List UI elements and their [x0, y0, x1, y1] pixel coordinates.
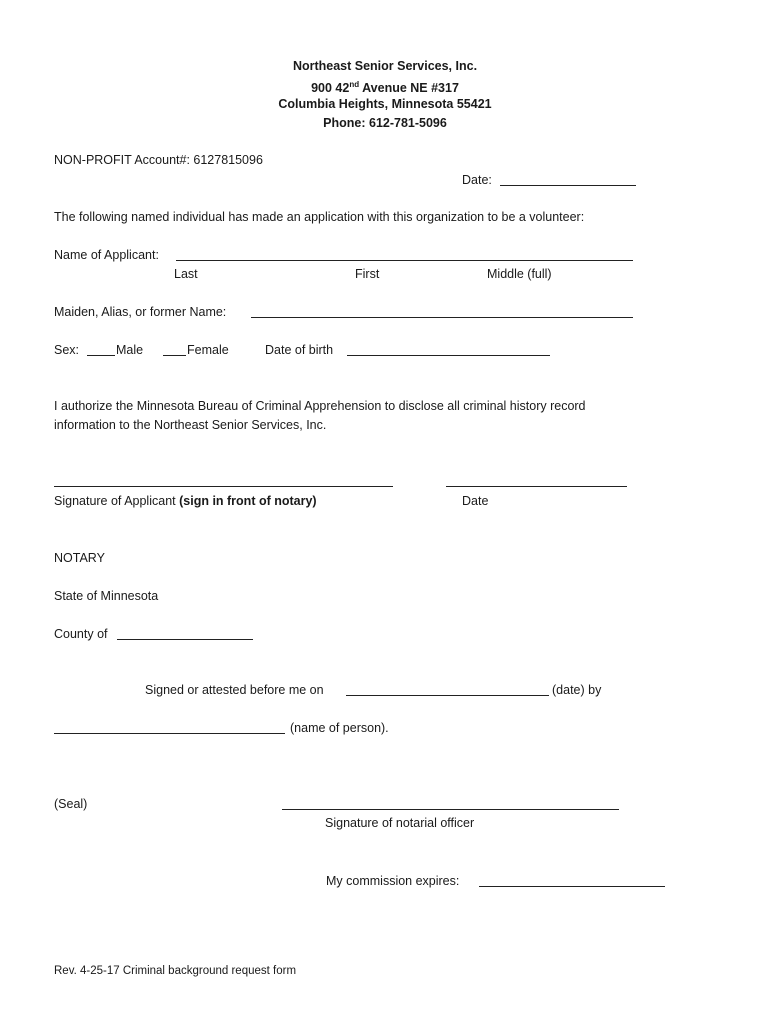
signature-note: (sign in front of notary): [179, 494, 317, 508]
applicant-first-caption: First: [355, 267, 380, 281]
notary-state: State of Minnesota: [54, 589, 159, 603]
notarial-signature-line[interactable]: [282, 809, 619, 810]
applicant-last-caption: Last: [174, 267, 198, 281]
org-city: Columbia Heights, Minnesota 55421: [278, 97, 492, 111]
date-by-label: (date) by: [552, 683, 602, 697]
maiden-label: Maiden, Alias, or former Name:: [54, 305, 227, 319]
applicant-name-line[interactable]: [176, 260, 633, 261]
signed-before-label: Signed or attested before me on: [145, 683, 324, 697]
date-label: Date:: [462, 173, 492, 187]
footer-revision: Rev. 4-25-17 Criminal background request form: [54, 965, 297, 977]
commission-label: My commission expires:: [326, 874, 460, 888]
notary-county-label: County of: [54, 627, 108, 641]
authorize-line-1: I authorize the Minnesota Bureau of Criminal Apprehension to disclose all criminal history record: [54, 399, 586, 413]
account-number: NON-PROFIT Account#: 6127815096: [54, 153, 263, 167]
county-line[interactable]: [117, 639, 253, 640]
dob-line[interactable]: [347, 355, 550, 356]
notary-heading: NOTARY: [54, 551, 105, 565]
dob-label: Date of birth: [265, 343, 334, 357]
address-street: Avenue NE #317: [359, 81, 459, 96]
notarial-officer-caption: Signature of notarial officer: [325, 816, 475, 830]
person-name-line[interactable]: [54, 733, 285, 734]
intro-text: The following named individual has made an application with this organization to be a volunteer:: [54, 210, 585, 224]
name-of-person-label: (name of person).: [290, 721, 389, 735]
org-name: Northeast Senior Services, Inc.: [292, 59, 478, 73]
signature-label: Signature of Applicant: [54, 494, 176, 508]
female-label: Female: [187, 343, 229, 357]
address-number: 900 42: [311, 81, 350, 96]
applicant-label: Name of Applicant:: [54, 248, 159, 262]
sex-label: Sex:: [54, 343, 80, 357]
date-line[interactable]: [500, 185, 636, 186]
male-label: Male: [116, 343, 144, 357]
maiden-line[interactable]: [251, 317, 633, 318]
male-line[interactable]: [87, 355, 115, 356]
org-address: [0, 77, 770, 96]
signature-caption: [54, 493, 317, 509]
female-line[interactable]: [163, 355, 186, 356]
address-suffix: nd: [349, 80, 360, 89]
applicant-date-line[interactable]: [446, 486, 627, 487]
seal-label: (Seal): [54, 797, 88, 811]
applicant-middle-caption: Middle (full): [487, 267, 552, 281]
signature-date-caption: Date: [462, 494, 489, 508]
applicant-signature-line[interactable]: [54, 486, 393, 487]
org-phone: Phone: 612-781-5096: [323, 116, 447, 130]
signed-date-line[interactable]: [346, 695, 549, 696]
authorize-line-2: information to the Northeast Senior Services, Inc.: [54, 418, 327, 432]
commission-line[interactable]: [479, 886, 665, 887]
